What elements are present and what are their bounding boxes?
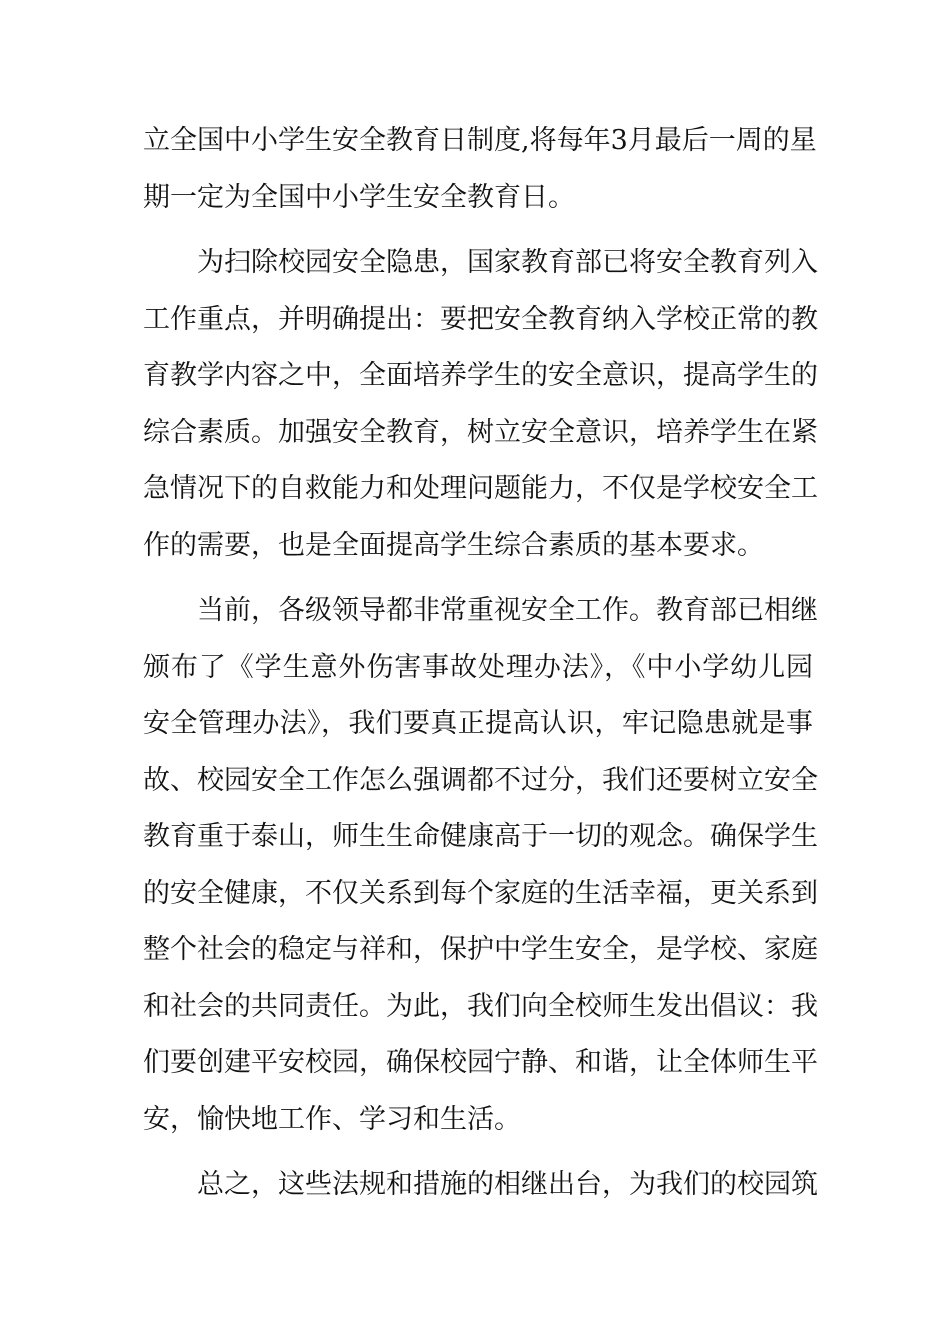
body-text	[143, 113, 818, 1214]
paragraph-3-line-9: 们要创建平安校园，确保校园宁静、和谐，让全体师生平	[143, 1047, 818, 1078]
paragraph-3-line-7: 整个社会的稳定与祥和，保护中学生安全，是学校、家庭	[143, 934, 818, 965]
paragraph-2-line-1: 为扫除校园安全隐患，国家教育部已将安全教育列入	[197, 247, 818, 278]
paragraph-2-line-2: 工作重点，并明确提出：要把安全教育纳入学校正常的教	[143, 303, 818, 335]
paragraph-1-line-2: 期一定为全国中小学生安全教育日。	[143, 181, 575, 213]
paragraph-4-line-1: 总之，这些法规和措施的相继出台，为我们的校园筑	[197, 1169, 818, 1200]
paragraph-4	[143, 1157, 818, 1214]
paragraph-2-line-6: 作的需要，也是全面提高学生综合素质的基本要求。	[143, 529, 764, 561]
paragraph-1-line-1: 立全国中小学生安全教育日制度,将每年3月最后一周的星	[143, 125, 817, 156]
paragraph-3	[143, 583, 818, 1148]
paragraph-2-line-4: 综合素质。加强安全教育，树立安全意识，培养学生在紧	[143, 416, 818, 448]
paragraph-3-line-2: 颁布了《学生意外伤害事故处理办法》，《中小学幼儿园	[143, 651, 813, 683]
paragraph-2	[143, 235, 818, 574]
paragraph-2-line-3: 育教学内容之中，全面培养学生的安全意识，提高学生的	[143, 360, 818, 391]
paragraph-3-line-10: 安，愉快地工作、学习和生活。	[143, 1103, 521, 1135]
paragraph-3-line-8: 和社会的共同责任。为此，我们向全校师生发出倡议：我	[143, 990, 818, 1022]
paragraph-1	[143, 113, 817, 226]
paragraph-3-line-3: 安全管理办法》，我们要真正提高认识，牢记隐患就是事	[143, 708, 813, 739]
paragraph-3-line-6: 的安全健康，不仅关系到每个家庭的生活幸福，更关系到	[143, 877, 818, 909]
paragraph-2-line-5: 急情况下的自救能力和处理问题能力，不仅是学校安全工	[143, 473, 818, 504]
paragraph-3-line-4: 故、校园安全工作怎么强调都不过分，我们还要树立安全	[143, 764, 818, 796]
paragraph-3-line-5: 教育重于泰山，师生生命健康高于一切的观念。确保学生	[143, 821, 818, 852]
paragraph-3-line-1: 当前，各级领导都非常重视安全工作。教育部已相继	[197, 595, 818, 626]
